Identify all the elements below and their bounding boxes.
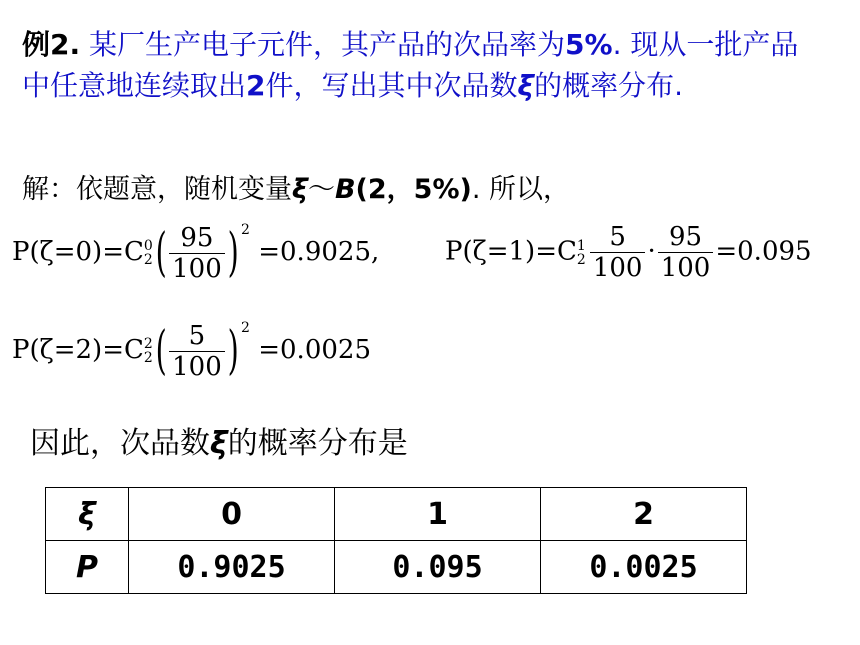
distribution-table [45, 487, 747, 594]
problem-text-1: 某厂生产电子元件，其产品的次品率为 [80, 28, 566, 61]
eq2-fraction: $\frac{5}{100}$ [169, 321, 225, 382]
xi-symbol: ξ [517, 69, 535, 102]
tilde: ～ [307, 174, 335, 205]
eq0-combination-indices: 0 2 [143, 238, 153, 268]
eq2-lhs: P(ζ=2)=C [12, 335, 144, 365]
eq1-fraction-b: $\frac{95}{100}$ [658, 222, 714, 283]
problem-text-2: . 现从一批产品中任意地连续取出 [22, 28, 799, 102]
right-paren: ) [227, 321, 239, 381]
right-paren: ) [227, 223, 239, 283]
table-cell: 0.9025 [129, 541, 335, 594]
table-cell: 0.095 [335, 541, 541, 594]
defect-rate: 5% [565, 28, 613, 61]
table-row-values [46, 488, 747, 541]
binomial-symbol: B [334, 174, 356, 205]
problem-text-4: 的概率分布. [534, 69, 683, 102]
table-cell: 1 [335, 488, 541, 541]
equation-p2 [12, 320, 371, 382]
sample-count: 2 [246, 69, 266, 102]
solution-text-1: 解：依题意，随机变量 [22, 174, 292, 205]
eq1-lhs: P(ζ=1)=C [445, 236, 577, 267]
eq1-fraction-a: $\frac{5}{100}$ [590, 222, 646, 283]
problem-text-3: 件，写出其中次品数 [265, 69, 518, 102]
eq2-exponent: 2 [241, 320, 250, 336]
table-cell: 0.0025 [541, 541, 747, 594]
equation-p1 [445, 222, 812, 283]
left-paren: ( [155, 321, 167, 381]
table-header-xi: ξ [46, 488, 129, 541]
table-header-p: P [46, 541, 129, 594]
eq1-dot: · [647, 236, 656, 267]
eq0-exponent: 2 [241, 222, 250, 238]
table-cell: 0 [129, 488, 335, 541]
solution-intro [22, 167, 570, 206]
eq2-combination-indices: 2 2 [143, 336, 153, 366]
binomial-params: (2，5%) [355, 174, 472, 205]
eq1-combination-indices: 1 2 [576, 237, 586, 268]
eq1-rhs: =0.095 [715, 236, 812, 267]
conclusion-text-2: 的概率分布是 [227, 426, 408, 461]
xi-symbol: ξ [210, 426, 228, 461]
left-paren: ( [155, 223, 167, 283]
equation-p0 [12, 222, 379, 284]
eq0-lhs: P(ζ=0)=C [12, 237, 144, 267]
solution-text-2: . 所以， [471, 174, 571, 205]
table-row-probabilities [46, 541, 747, 594]
conclusion-text-1: 因此，次品数 [30, 426, 210, 461]
eq0-rhs: =0.9025, [258, 237, 380, 267]
table-cell: 2 [541, 488, 747, 541]
problem-label: 例2. [22, 28, 81, 61]
conclusion [30, 418, 408, 462]
eq0-fraction: $\frac{95}{100}$ [169, 223, 225, 284]
eq2-rhs: =0.0025 [258, 335, 371, 365]
xi-symbol: ξ [292, 174, 308, 205]
problem-statement [22, 24, 822, 106]
